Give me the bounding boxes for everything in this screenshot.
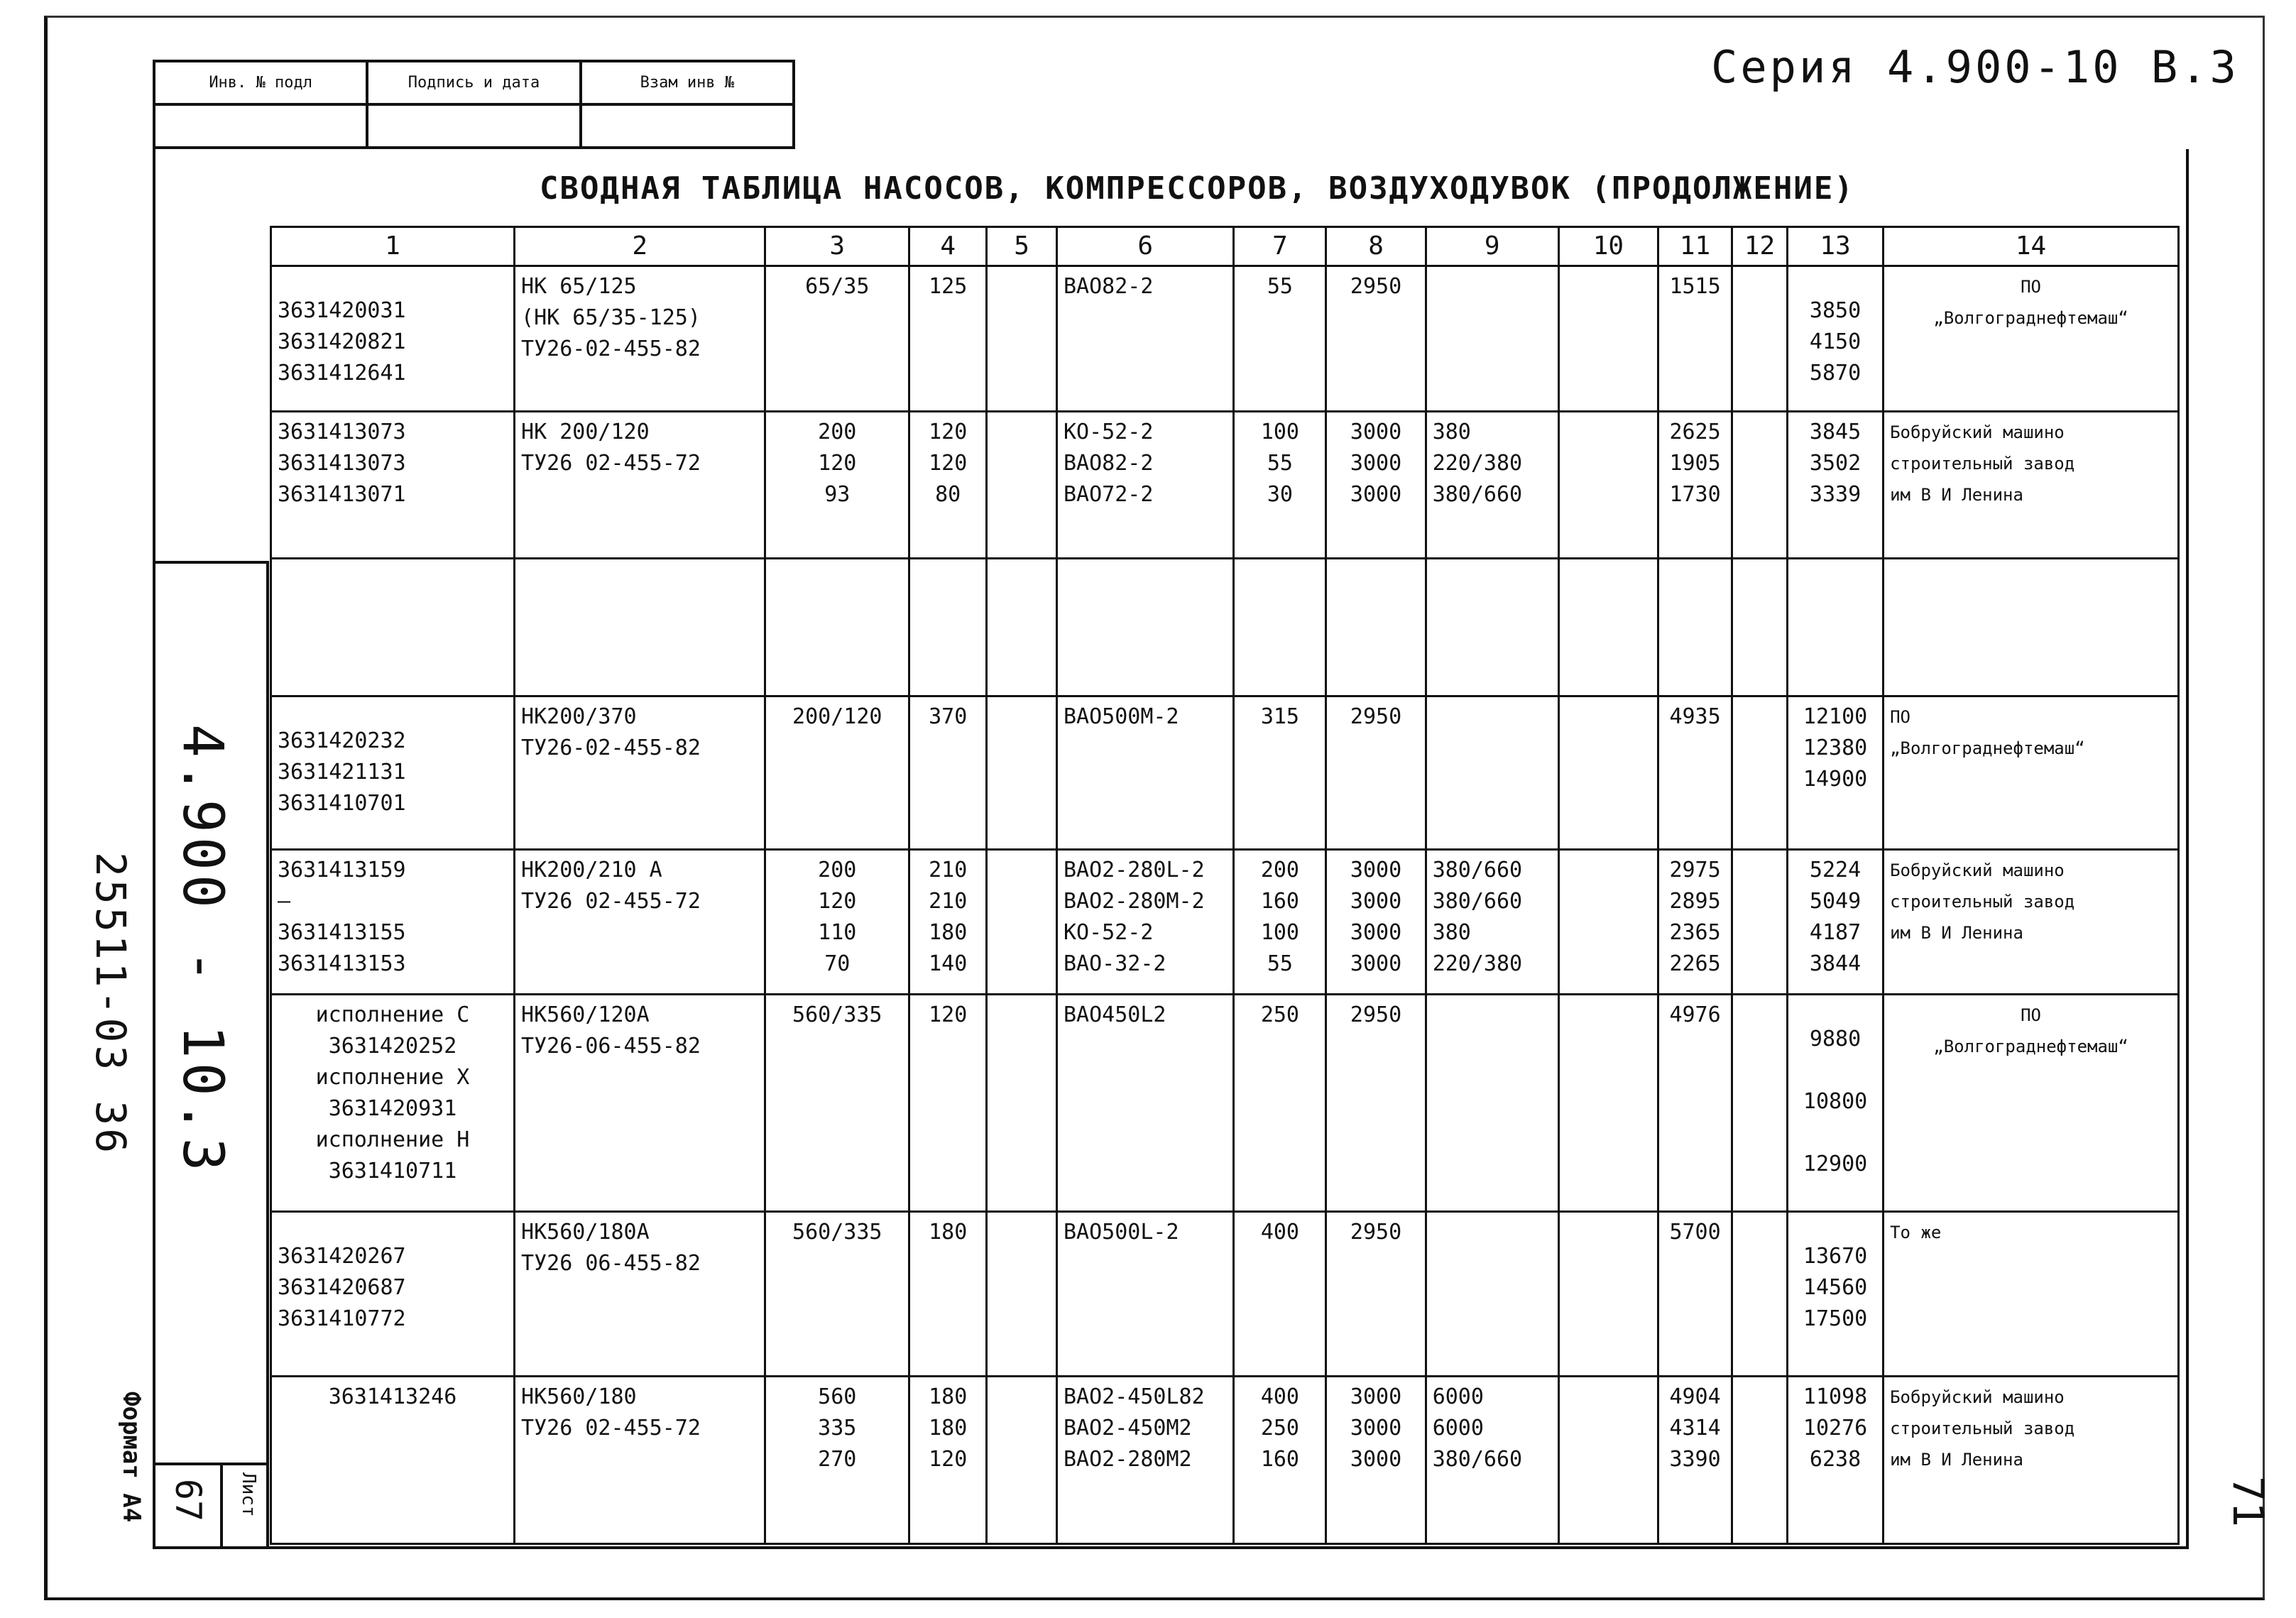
- table-row: [271, 849, 2179, 995]
- sheet-number: 67: [168, 1478, 209, 1522]
- table-row: [271, 995, 2179, 1211]
- column-header: 11: [1658, 227, 1732, 266]
- cell: [271, 558, 515, 696]
- cell: 4976: [1658, 995, 1732, 1211]
- column-header: 5: [987, 227, 1057, 266]
- corner-number: 71: [2223, 1475, 2273, 1528]
- cell-model: НК560/180 ТУ26 02-455-72: [515, 1376, 765, 1543]
- cell: [1558, 696, 1658, 849]
- cell-code: 3631413159 – 3631413155 3631413153: [271, 849, 515, 995]
- cell-code: исполнение С 3631420252 исполнение Х 3631420931 исполнение Н 3631410711: [271, 995, 515, 1211]
- column-header: 6: [1056, 227, 1233, 266]
- cell: [765, 558, 909, 696]
- archive-code: 25511-03 36: [87, 852, 135, 1157]
- cell-mass: 3850 4150 5870: [1787, 266, 1883, 412]
- cell-model: НК200/370 ТУ26-02-455-82: [515, 696, 765, 849]
- cell: [515, 558, 765, 696]
- cell: 400: [1234, 1211, 1326, 1376]
- cell: [987, 1376, 1057, 1543]
- cell: [909, 558, 987, 696]
- cell: 2625 1905 1730: [1658, 411, 1732, 558]
- cell: 560/335: [765, 1211, 909, 1376]
- cell-code: 3631420267 3631420687 3631410772: [271, 1211, 515, 1376]
- stamp-header-inv: Инв. № подл: [154, 61, 367, 104]
- cell: 380/660 380/660 380 220/380: [1426, 849, 1558, 995]
- sheet-label: Лист: [238, 1472, 259, 1517]
- cell: 370: [909, 696, 987, 849]
- cell-mass: 11098 10276 6238: [1787, 1376, 1883, 1543]
- cell: 560/335: [765, 995, 909, 1211]
- cell: 100 55 30: [1234, 411, 1326, 558]
- stamp-cell: [581, 104, 794, 148]
- cell: [1787, 558, 1883, 696]
- cell: 2950: [1326, 266, 1426, 412]
- divider: [220, 1465, 223, 1549]
- cell-mass: 3845 3502 3339: [1787, 411, 1883, 558]
- cell: 3000 3000 3000: [1326, 411, 1426, 558]
- cell: 180 180 120: [909, 1376, 987, 1543]
- cell: [1732, 411, 1788, 558]
- cell: 200/120: [765, 696, 909, 849]
- stamp-cell: [154, 104, 367, 148]
- cell: 55: [1234, 266, 1326, 412]
- sheet-number-box: [153, 1463, 266, 1549]
- format-label: Формат А4: [117, 1392, 146, 1523]
- cell-motor: ВАО82-2: [1056, 266, 1233, 412]
- cell: 2950: [1326, 696, 1426, 849]
- cell: [1884, 558, 2179, 696]
- cell-mass: 12100 12380 14900: [1787, 696, 1883, 849]
- cell: [1732, 1376, 1788, 1543]
- column-header: 1: [271, 227, 515, 266]
- cell: 180: [909, 1211, 987, 1376]
- cell-manufacturer: Бобруйский машино строительный завод им В И Ленина: [1884, 849, 2179, 995]
- column-header: 2: [515, 227, 765, 266]
- cell: 3000 3000 3000: [1326, 1376, 1426, 1543]
- cell-mass: 13670 14560 17500: [1787, 1211, 1883, 1376]
- cell: [987, 1211, 1057, 1376]
- cell: 1515: [1658, 266, 1732, 412]
- table-row: [271, 1376, 2179, 1543]
- cell-motor: ВАО450L2: [1056, 995, 1233, 1211]
- cell: [1326, 558, 1426, 696]
- document-code: 4.900 - 10.3: [170, 724, 234, 1176]
- column-header: 7: [1234, 227, 1326, 266]
- column-header: 13: [1787, 227, 1883, 266]
- series-label: Серия 4.900-10 В.3: [1711, 41, 2239, 93]
- cell: [1426, 1211, 1558, 1376]
- cell-model: НК 65/125 (НК 65/35-125) ТУ26-02-455-82: [515, 266, 765, 412]
- cell: 315: [1234, 696, 1326, 849]
- cell: 210 210 180 140: [909, 849, 987, 995]
- cell: [1426, 995, 1558, 1211]
- cell: 380 220/380 380/660: [1426, 411, 1558, 558]
- equipment-table: [270, 226, 2180, 1545]
- cell: [1234, 558, 1326, 696]
- cell-manufacturer: ПО „Волгограднефтемаш“: [1884, 266, 2179, 412]
- cell-manufacturer: Бобруйский машино строительный завод им В И Ленина: [1884, 411, 2179, 558]
- cell: [1426, 558, 1558, 696]
- cell: [1558, 995, 1658, 1211]
- stamp-header-replace: Взам инв №: [581, 61, 794, 104]
- cell-code: 3631420031 3631420821 3631412641: [271, 266, 515, 412]
- cell-code: 3631413246: [271, 1376, 515, 1543]
- cell-manufacturer: То же: [1884, 1211, 2179, 1376]
- cell: [1732, 558, 1788, 696]
- cell-motor: ВАО500М-2: [1056, 696, 1233, 849]
- table-row-empty: [271, 558, 2179, 696]
- cell: [1558, 1211, 1658, 1376]
- column-header: 10: [1558, 227, 1658, 266]
- cell: 65/35: [765, 266, 909, 412]
- approval-stamp: [153, 60, 795, 149]
- cell: 4935: [1658, 696, 1732, 849]
- table-header-row: [271, 227, 2179, 266]
- cell: [1426, 266, 1558, 412]
- cell: 250: [1234, 995, 1326, 1211]
- cell: 4904 4314 3390: [1658, 1376, 1732, 1543]
- table-row: [271, 411, 2179, 558]
- cell: 3000 3000 3000 3000: [1326, 849, 1426, 995]
- cell-model: НК 200/120 ТУ26 02-455-72: [515, 411, 765, 558]
- cell: 200 120 93: [765, 411, 909, 558]
- cell: [1558, 849, 1658, 995]
- cell-code: 3631420232 3631421131 3631410701: [271, 696, 515, 849]
- cell: [1732, 266, 1788, 412]
- cell: [987, 266, 1057, 412]
- cell-motor: ВАО2-450L82 ВАО2-450М2 ВАО2-280М2: [1056, 1376, 1233, 1543]
- cell-model: НК560/120А ТУ26-06-455-82: [515, 995, 765, 1211]
- cell-motor: ВАО500L-2: [1056, 1211, 1233, 1376]
- cell: 400 250 160: [1234, 1376, 1326, 1543]
- table-row: [271, 266, 2179, 412]
- page-title: СВОДНАЯ ТАБЛИЦА НАСОСОВ, КОМПРЕССОРОВ, ВОЗДУХОДУВОК (ПРОДОЛЖЕНИЕ): [540, 170, 1854, 207]
- cell-manufacturer: ПО „Волгограднефтемаш“: [1884, 995, 2179, 1211]
- cell: [1558, 266, 1658, 412]
- cell: [1426, 696, 1558, 849]
- cell-code: 3631413073 3631413073 3631413071: [271, 411, 515, 558]
- cell-manufacturer: Бобруйский машино строительный завод им В И Ленина: [1884, 1376, 2179, 1543]
- cell: 120 120 80: [909, 411, 987, 558]
- cell: [987, 558, 1057, 696]
- stamp-header-sign: Подпись и дата: [367, 61, 580, 104]
- cell: [987, 411, 1057, 558]
- cell: [1732, 696, 1788, 849]
- cell: 200 120 110 70: [765, 849, 909, 995]
- cell-model: НК560/180А ТУ26 06-455-82: [515, 1211, 765, 1376]
- cell: [1732, 1211, 1788, 1376]
- cell: [1558, 411, 1658, 558]
- cell: [987, 849, 1057, 995]
- cell-model: НК200/210 А ТУ26 02-455-72: [515, 849, 765, 995]
- cell: 2950: [1326, 1211, 1426, 1376]
- cell: 2975 2895 2365 2265: [1658, 849, 1732, 995]
- cell: 6000 6000 380/660: [1426, 1376, 1558, 1543]
- cell: 200 160 100 55: [1234, 849, 1326, 995]
- cell: 2950: [1326, 995, 1426, 1211]
- cell-motor: ВАО2-280L-2 ВАО2-280М-2 КО-52-2 ВАО-32-2: [1056, 849, 1233, 995]
- column-header: 14: [1884, 227, 2179, 266]
- cell: 5700: [1658, 1211, 1732, 1376]
- table-row: [271, 1211, 2179, 1376]
- cell: [1056, 558, 1233, 696]
- cell: [1732, 849, 1788, 995]
- stamp-cell: [367, 104, 580, 148]
- cell: [987, 995, 1057, 1211]
- column-header: 8: [1326, 227, 1426, 266]
- cell: [1658, 558, 1732, 696]
- column-header: 4: [909, 227, 987, 266]
- cell: [1732, 995, 1788, 1211]
- cell-mass: 5224 5049 4187 3844: [1787, 849, 1883, 995]
- column-header: 3: [765, 227, 909, 266]
- cell-manufacturer: ПО „Волгограднефтемаш“: [1884, 696, 2179, 849]
- cell: 560 335 270: [765, 1376, 909, 1543]
- column-header: 12: [1732, 227, 1788, 266]
- cell: 120: [909, 995, 987, 1211]
- table-row: [271, 696, 2179, 849]
- cell-mass: 9880 10800 12900: [1787, 995, 1883, 1211]
- cell: [1558, 558, 1658, 696]
- cell: [987, 696, 1057, 849]
- column-header: 9: [1426, 227, 1558, 266]
- cell-motor: КО-52-2 ВАО82-2 ВАО72-2: [1056, 411, 1233, 558]
- cell: [1558, 1376, 1658, 1543]
- cell: 125: [909, 266, 987, 412]
